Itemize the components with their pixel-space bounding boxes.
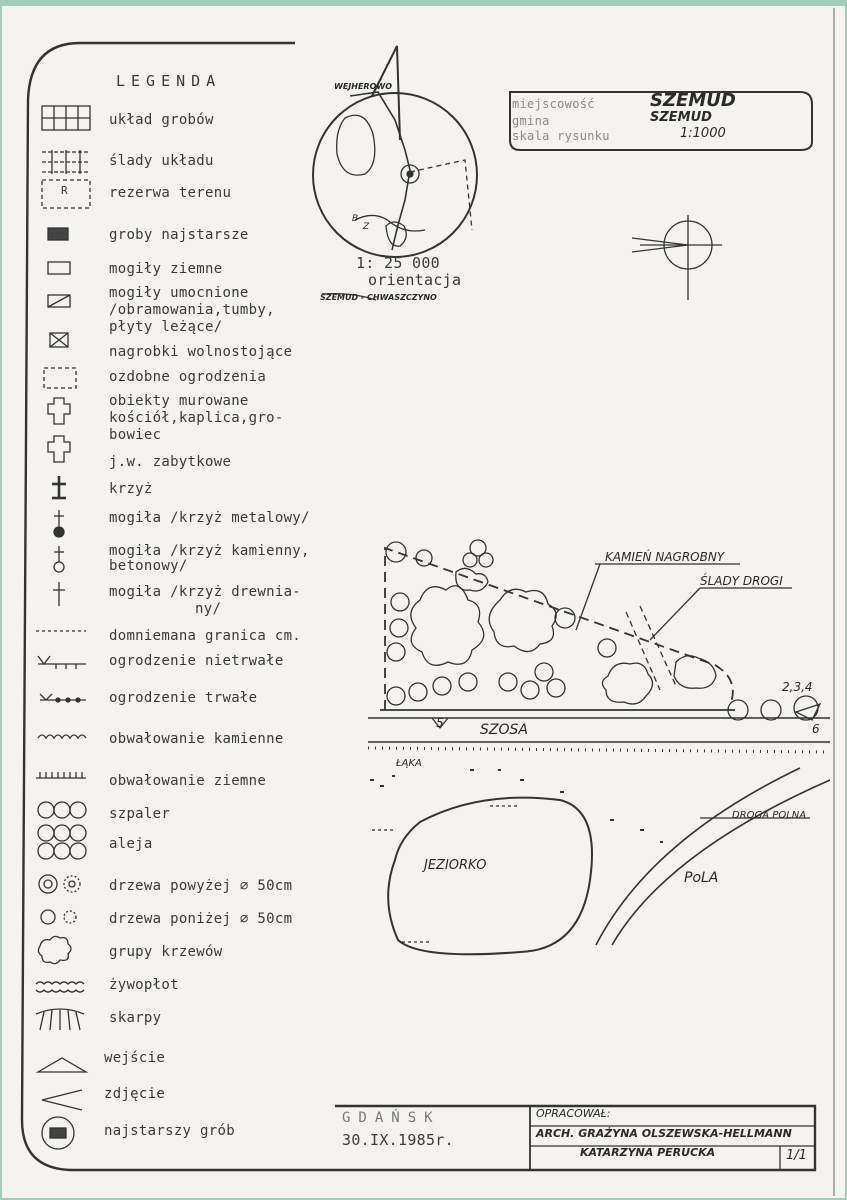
legend-label-grave-trace: ślady układu [109,153,214,169]
grave-trace-icon [42,150,90,174]
legend-label-shrubs: grupy krzewów [109,944,223,960]
compass-icon [632,215,722,300]
label-pond: JEZIORKO [424,858,487,873]
footer-date: 30.IX.1985r. [342,1131,454,1149]
footer-author-1: ARCH. GRAŻYNA OLSZEWSKA-HELLMANN [536,1127,792,1140]
legend-label-ornamental-fence: ozdobne ogrodzenia [109,369,267,385]
stone-cross-icon [54,546,64,572]
footer-prepared-label: OPRACOWAŁ: [536,1107,611,1120]
permanent-fence-icon [40,694,86,702]
earth-grave-icon [48,262,70,274]
entrance-icon [38,1058,86,1072]
legend-label-stone-embankment: obwałowanie kamienne [109,731,284,747]
shrub-group-icon [38,936,71,963]
legend-label-wooden-cross-2: ny/ [195,601,222,617]
legend-label-reinforced-graves-3: płyty leżące/ [109,319,223,335]
earth-embankment-icon [36,772,86,778]
label-road-traces: ŚLADY DROGI [700,574,783,588]
info-place-value: SZEMUD [650,90,736,111]
legend-label-stone-cross-2: betonowy/ [109,558,188,574]
legend-label-photo: zdjęcie [104,1086,166,1102]
legend-title: LEGENDA [116,72,222,90]
stone-embankment-icon [38,735,86,738]
espalier-icon [38,802,86,818]
legend-label-stone-cross: mogiła /krzyż kamienny, [109,543,310,559]
pond-outline [388,798,592,955]
info-scale-value: 1:1000 [680,126,726,141]
metal-cross-icon [54,510,64,537]
reinforced-grave-icon [48,295,70,307]
photo-number-5: 5 [436,716,444,730]
info-commune-value: SZEMUD [650,110,712,125]
photo-number-6: 6 [812,722,820,736]
footer-sheet-number: 1/1 [786,1148,807,1163]
label-fields: PoLA [684,870,719,886]
legend-label-earth-embankment: obwałowanie ziemne [109,773,267,789]
masonry-building-icon [48,398,70,424]
orientation-marker-b: B [352,214,359,224]
legend-label-permanent-fence: ogrodzenie trwałe [109,690,258,706]
legend-label-hedge: żywopłot [109,977,179,993]
legend-label-masonry-2: kościół,kaplica,gro- [109,410,284,426]
legend-label-reinforced-graves: mogiły umocnione [109,285,249,301]
legend-label-entrance: wejście [104,1050,166,1066]
legend-label-reinforced-graves-2: /obramowania,tumby, [109,302,275,318]
legend-label-oldest-grave: najstarszy grób [104,1123,235,1139]
legend-label-espalier: szpaler [109,806,171,822]
orientation-scale: 1: 25 000 [356,254,440,272]
legend-label-reserve: rezerwa terenu [109,185,232,201]
frame-border [22,43,815,1170]
legend-label-oldest-graves: groby najstarsze [109,227,249,243]
footer-city: GDAŃSK [342,1110,441,1126]
grave-grid-icon [42,106,90,130]
info-scale-label: skala rysunku [512,129,610,143]
ornamental-fence-icon [44,368,76,388]
small-tree-icon [41,910,76,924]
label-road: SZOSA [480,722,528,738]
hedge-icon [36,982,84,992]
reserve-icon-letter: R [61,184,68,197]
temporary-fence-icon [38,656,86,669]
legend-label-cross: krzyż [109,481,153,497]
info-place-label: miejscowość [512,97,595,111]
info-commune-label: gmina [512,114,550,128]
large-tree-icon [39,875,80,893]
oldest-graves-icon [48,228,68,240]
legend-label-grave-grid: układ grobów [109,112,214,128]
legend-label-tombstones: nagrobki wolnostojące [109,344,293,360]
legend-label-earth-graves: mogiły ziemne [109,261,223,277]
tombstone-icon [50,333,68,347]
footer-author-2: KATARZYNA PERUCKA [580,1146,716,1159]
legend-label-historic: j.w. zabytkowe [109,454,232,470]
legend-label-slopes: skarpy [109,1010,162,1026]
historic-building-icon [48,436,70,462]
legend-label-masonry: obiekty murowane [109,393,249,409]
photo-icon [42,1090,82,1110]
legend-label-temporary-fence: ogrodzenie nietrwałe [109,653,284,669]
label-field-road: DROGA POLNA [732,810,807,821]
orientation-label: orientacja [368,271,462,289]
cross-icon [52,476,66,498]
oldest-grave-icon [42,1117,74,1149]
photo-number-234: 2,3,4 [782,680,813,694]
legend-label-masonry-3: bowiec [109,427,162,443]
legend-label-presumed-boundary: domniemana granica cm. [109,628,302,644]
orientation-marker-z: Z [363,222,370,232]
legend-label-wooden-cross: mogiła /krzyż drewnia- [109,584,302,600]
label-stone: KAMIEŃ NAGROBNY [605,550,725,564]
cemetery-plan [368,540,830,954]
legend-label-large-trees: drzewa powyżej ⌀ 50cm [109,878,293,894]
legend-label-metal-cross: mogiła /krzyż metalowy/ [109,510,310,526]
wooden-cross-icon [53,582,65,606]
legend-label-small-trees: drzewa poniżej ⌀ 50cm [109,911,293,927]
slope-icon [36,1009,84,1030]
label-meadow: ŁĄKA [396,758,422,769]
orientation-road-bottom: SZEMUD - CHWASZCZYNO [320,293,437,302]
orientation-road-top: WEJHEROWO [334,82,393,91]
avenue-icon [38,825,86,859]
legend-label-avenue: aleja [109,836,153,852]
